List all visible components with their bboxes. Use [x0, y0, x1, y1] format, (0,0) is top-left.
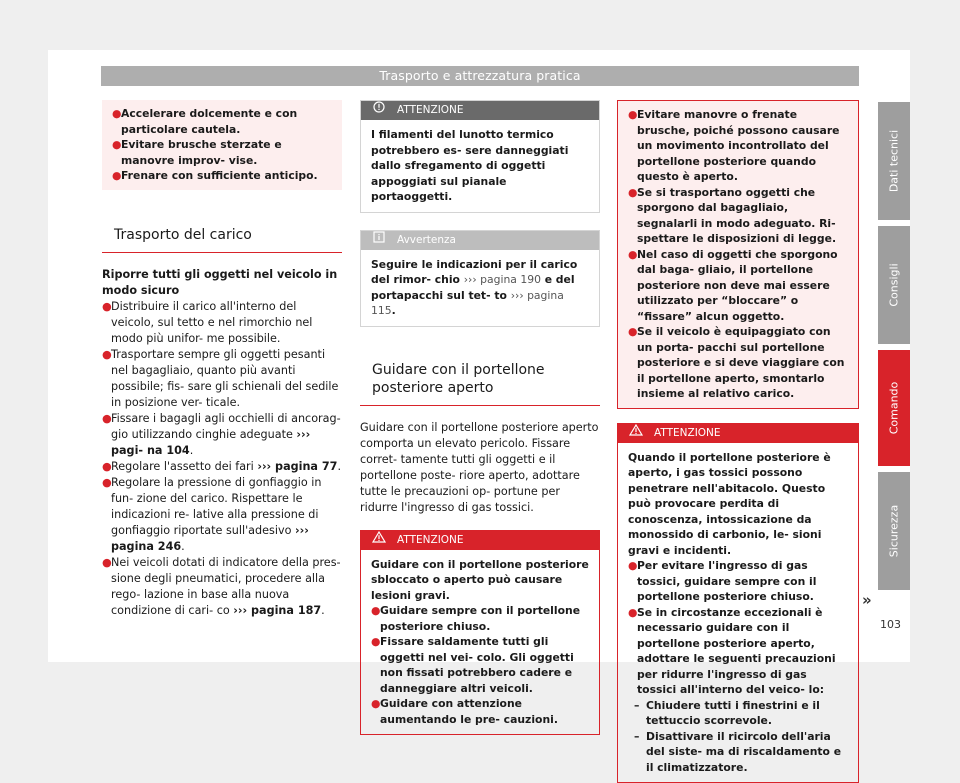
list-item: ● Se si trasportano oggetti che sporgono dal bagagliaio, segnalarli in modo adeguato. Ri- spettare le disposizioni di legge.	[628, 185, 848, 247]
bullet-icon: ●	[102, 459, 111, 475]
list-item: ● Evitare brusche sterzate e manovre improv- vise.	[112, 137, 332, 168]
list-item: ● Frenare con sufficiente anticipo.	[112, 168, 332, 184]
list-item: ● Trasportare sempre gli oggetti pesanti nel bagagliaio, quanto più avanti possibile; fis- sare gli schienali del sedile in posizione ver- ticale.	[102, 347, 342, 411]
warning-triangle-icon	[628, 424, 644, 443]
bullet-icon: ●	[112, 168, 121, 184]
list-item: ● Nei veicoli dotati di indicatore della pres- sione degli pneumatici, procedere alla rego- lazione in base alla nuova condizione di cari- co ››› pagina 187.	[102, 555, 342, 619]
chapter-header: Trasporto e attrezzatura pratica	[101, 66, 859, 86]
dash-item: – Chiudere tutti i finestrini e il tettuccio scorrevole.	[628, 698, 848, 729]
bullet-icon: ●	[102, 555, 111, 619]
bullet-icon: ●	[371, 696, 380, 727]
bullet-icon: ●	[628, 324, 637, 402]
attention-body: Guidare con il portellone posteriore sbloccato o aperto può causare lesioni gravi. ● Guidare sempre con il portellone posteriore chiuso. ● Fissare saldamente tutti gli oggetti nel vei- colo. Gli oggetti non fissati potrebbero cadere e danneggiare altri veicoli. ● Guidare con attenzione aumentando le pre- cauzioni.	[361, 550, 599, 735]
dash-item: – Disattivare il ricircolo dell'aria del siste- ma di riscaldamento e il climatizzatore.	[628, 729, 848, 776]
attention-header: ATTENZIONE	[361, 531, 599, 550]
attention-header: ATTENZIONE	[361, 101, 599, 120]
section-title: Guidare con il portellone posteriore aperto	[360, 349, 600, 406]
list-item: ● Distribuire il carico all'interno del veicolo, sul tetto e nel rimorchio nel modo più unifor- me possibile.	[102, 299, 342, 347]
page-link[interactable]: ››› pagina 187	[233, 604, 321, 617]
bullet-icon: ●	[102, 347, 111, 411]
list-item: ● Se il veicolo è equipaggiato con un porta- pacchi sul portellone posteriore e si deve viaggiare con il portellone aperto, smontarlo insieme al relativo carico.	[628, 324, 848, 402]
list-item: ● Guidare con attenzione aumentando le pre- cauzioni.	[371, 696, 589, 727]
column-middle	[360, 100, 600, 735]
bullet-icon: ●	[628, 605, 637, 698]
attention-box-tailgate	[360, 530, 600, 736]
bullet-icon: ●	[102, 299, 111, 347]
bullet-icon: ●	[628, 107, 637, 185]
tab-dati-tecnici[interactable]: Dati tecnici	[878, 102, 910, 220]
list-item: ● Regolare la pressione di gonfiaggio in fun- zione del carico. Rispettare le indicazioni re- lative alla pressione di gonfiaggio riportate sull'adesivo ››› pagina 246.	[102, 475, 342, 555]
section-title: Trasporto del carico	[102, 214, 342, 253]
attention-body: I filamenti del lunotto termico potrebbero es- sere danneggiati dallo sfregamento di oggetti appoggiati sul pianale portaoggetti.	[361, 120, 599, 212]
tab-sicurezza[interactable]: Sicurezza	[878, 472, 910, 590]
column-right	[617, 100, 859, 783]
column-left	[102, 100, 342, 619]
circle-info-icon	[371, 101, 387, 120]
bullet-icon: ●	[102, 411, 111, 459]
page-link[interactable]: ››› pagina 246	[111, 524, 309, 553]
attention-box-rear-window	[360, 100, 600, 213]
section-body	[102, 267, 342, 619]
page-link[interactable]: ››› pagina 115	[371, 289, 564, 318]
bullet-icon: ●	[628, 558, 637, 605]
note-body: Seguire le indicazioni per il carico del rimor- chio ››› pagina 190 e del portapacchi sul tet- to ››› pagina 115.	[361, 250, 599, 326]
bullet-icon: ●	[112, 137, 121, 168]
tab-consigli[interactable]: Consigli	[878, 226, 910, 344]
list-item: ● Nel caso di oggetti che sporgono dal baga- gliaio, il portellone posteriore non deve mai essere utilizzato per “bloccare” o “fissare” alcun oggetto.	[628, 247, 848, 325]
list-item: ● Se in circostanze eccezionali è necessario guidare con il portellone posteriore aperto, adottare le seguenti precauzioni per ridurre l'ingresso di gas tossici all'interno del veico- lo:	[628, 605, 848, 698]
tab-comando[interactable]: Comando	[878, 350, 910, 466]
bullet-icon: ●	[628, 247, 637, 325]
dash-icon: –	[634, 729, 646, 776]
bullet-icon: ●	[628, 185, 637, 247]
bullet-icon: ●	[371, 634, 380, 696]
attention-box-toxic-gas	[617, 423, 859, 783]
page-link[interactable]: ››› pagi- na 104	[111, 428, 310, 457]
attention-header: ATTENZIONE	[618, 424, 858, 443]
bullet-icon: ●	[371, 603, 380, 634]
list-item: ● Evitare manovre o frenate brusche, poiché possono causare un movimento incontrollato del portellone posteriore quando questo è aperto.	[628, 107, 848, 185]
list-item: ● Guidare sempre con il portellone posteriore chiuso.	[371, 603, 589, 634]
lead-text: Riporre tutti gli oggetti nel veicolo in modo sicuro	[102, 267, 342, 299]
continue-arrow-icon: »	[862, 591, 872, 609]
driving-tips-box	[102, 100, 342, 190]
bullet-icon: ●	[112, 106, 121, 137]
tailgate-precautions-box	[617, 100, 859, 409]
list-item: ● Per evitare l'ingresso di gas tossici, guidare sempre con il portellone posteriore chiuso.	[628, 558, 848, 605]
warning-triangle-icon	[371, 531, 387, 550]
note-header: Avvertenza	[361, 231, 599, 250]
bullet-icon: ●	[102, 475, 111, 555]
list-item: ● Fissare i bagagli agli occhielli di ancorag- gio utilizzando cinghie adeguate ››› pagi- na 104.	[102, 411, 342, 459]
list-item: ● Fissare saldamente tutti gli oggetti nel vei- colo. Gli oggetti non fissati potrebbero cadere e danneggiare altri veicoli.	[371, 634, 589, 696]
note-box	[360, 230, 600, 327]
section-body: Guidare con il portellone posteriore aperto comporta un elevato pericolo. Fissare corret- tamente tutti gli oggetti e il portellone poste- riore aperto, adottare tutte le precauzioni op- portune per ridurre l'ingresso di gas tossici.	[360, 420, 600, 516]
page-link[interactable]: ››› pagina 77	[257, 460, 337, 473]
dash-icon: –	[634, 698, 646, 729]
list-item: ● Accelerare dolcemente e con particolare cautela.	[112, 106, 332, 137]
list-item: ● Regolare l'assetto dei fari ››› pagina 77.	[102, 459, 342, 475]
note-icon	[371, 231, 387, 250]
attention-body: Quando il portellone posteriore è aperto, i gas tossici possono penetrare nell'abitacolo. Questo può provocare perdita di conoscenza, intossicazione da monossido di carbonio, le- sioni gravi e incidenti. ● Per evitare l'ingresso di gas tossici, guidare sempre con il portellone posteriore chiuso. ● Se in circostanze eccezionali è necessario guidare con il portellone posteriore aperto, adottare le seguenti precauzioni per ridurre l'ingresso di gas tossici all'interno del veico- lo: – Chiudere tutti i finestrini e il tettuccio scorrevole. – Disattivare il ricircolo dell'aria del siste- ma di riscaldamento e il climatizzatore.	[618, 443, 858, 783]
page-number: 103	[880, 618, 901, 631]
page-link[interactable]: ››› pagina 190	[464, 273, 541, 286]
